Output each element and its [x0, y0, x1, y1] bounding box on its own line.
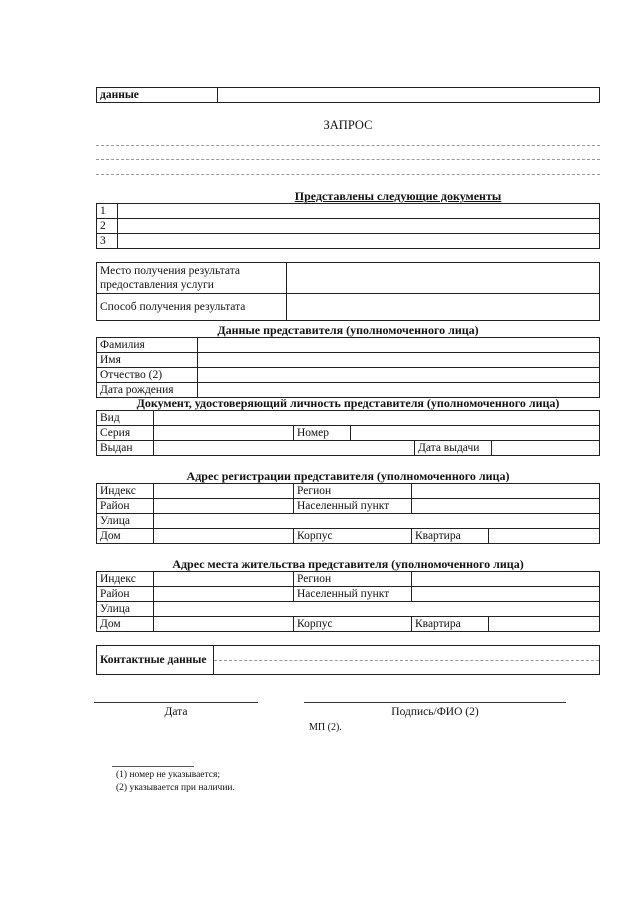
live-index-label: Индекс: [97, 572, 154, 587]
id-issue-date-field[interactable]: [492, 441, 600, 456]
representative-heading: Данные представителя (уполномоченного лица): [217, 323, 479, 337]
top-data-label: данные: [97, 88, 218, 103]
contacts-field[interactable]: [214, 646, 600, 675]
doc-row-field[interactable]: [118, 204, 600, 219]
reg-address-table: [96, 483, 600, 544]
live-house-field[interactable]: [154, 617, 294, 632]
request-line-3[interactable]: [96, 174, 600, 175]
rep-field-input[interactable]: [198, 368, 600, 383]
id-series-label: Серия: [97, 426, 154, 441]
reg-house-field[interactable]: [154, 529, 294, 544]
page-title: ЗАПРОС: [323, 118, 373, 132]
reg-street-label: Улица: [97, 514, 154, 529]
live-house-label: Дом: [97, 617, 154, 632]
live-district-label: Район: [97, 587, 154, 602]
id-document-table: [96, 410, 600, 456]
live-street-label: Улица: [97, 602, 154, 617]
result-table: [96, 262, 600, 321]
result-method-label: Способ получения результата: [97, 294, 287, 321]
representative-table: [96, 337, 600, 398]
id-number-label: Номер: [294, 426, 351, 441]
doc-row-number: 1: [97, 204, 118, 219]
live-locality-label: Населенный пункт: [294, 587, 412, 602]
reg-house-label: Дом: [97, 529, 154, 544]
reg-locality-field[interactable]: [412, 499, 600, 514]
rep-field-input[interactable]: [198, 353, 600, 368]
request-line-2[interactable]: [96, 159, 600, 160]
id-kind-field[interactable]: [154, 411, 600, 426]
contacts-table: [96, 645, 600, 675]
live-index-field[interactable]: [154, 572, 294, 587]
footnote-2: (2) указывается при наличии.: [116, 783, 235, 793]
contacts-divider: [214, 660, 599, 661]
rep-field-label: Дата рождения: [97, 383, 198, 398]
request-line-1[interactable]: [96, 145, 600, 146]
reg-street-field[interactable]: [154, 514, 600, 529]
result-method-field[interactable]: [287, 294, 600, 321]
doc-row-field[interactable]: [118, 234, 600, 249]
contacts-label: Контактные данные: [97, 646, 214, 675]
live-building-label: Корпус: [294, 617, 412, 632]
documents-heading: Представлены следующие документы: [294, 189, 502, 203]
live-apartment-field[interactable]: [489, 617, 600, 632]
reg-apartment-label: Квартира: [412, 529, 489, 544]
rep-field-input[interactable]: [198, 338, 600, 353]
footnote-1: (1) номер не указывается;: [116, 770, 220, 780]
reg-district-label: Район: [97, 499, 154, 514]
live-district-field[interactable]: [154, 587, 294, 602]
live-address-heading: Адрес места жительства представителя (уполномоченного лица): [172, 557, 524, 571]
date-line[interactable]: [94, 702, 258, 703]
live-street-field[interactable]: [154, 602, 600, 617]
reg-region-label: Регион: [294, 484, 412, 499]
id-document-heading: Документ, удостоверяющий личность представителя (уполномоченного лица): [136, 396, 560, 410]
id-issued-label: Выдан: [97, 441, 154, 456]
top-data-field[interactable]: [218, 88, 600, 103]
reg-region-field[interactable]: [412, 484, 600, 499]
doc-row-field[interactable]: [118, 219, 600, 234]
result-place-label: Место получения результата предоставления услуги: [97, 263, 287, 294]
rep-field-label: Фамилия: [97, 338, 198, 353]
live-address-table: [96, 571, 600, 632]
signature-line[interactable]: [304, 702, 566, 703]
doc-row-number: 2: [97, 219, 118, 234]
reg-address-heading: Адрес регистрации представителя (уполномоченного лица): [186, 469, 510, 483]
date-label: Дата: [164, 706, 188, 718]
reg-index-field[interactable]: [154, 484, 294, 499]
id-number-field[interactable]: [351, 426, 600, 441]
stamp-label: МП (2).: [309, 722, 342, 733]
doc-row-number: 3: [97, 234, 118, 249]
documents-table: [96, 203, 600, 249]
reg-district-field[interactable]: [154, 499, 294, 514]
reg-index-label: Индекс: [97, 484, 154, 499]
result-place-field[interactable]: [287, 263, 600, 294]
id-series-field[interactable]: [154, 426, 294, 441]
live-region-label: Регион: [294, 572, 412, 587]
id-issued-field[interactable]: [154, 441, 415, 456]
live-region-field[interactable]: [412, 572, 600, 587]
id-kind-label: Вид: [97, 411, 154, 426]
rep-field-label: Имя: [97, 353, 198, 368]
footnote-separator: [112, 766, 194, 767]
reg-apartment-field[interactable]: [489, 529, 600, 544]
id-issue-date-label: Дата выдачи: [415, 441, 492, 456]
signature-label: Подпись/ФИО (2): [391, 706, 479, 718]
live-apartment-label: Квартира: [412, 617, 489, 632]
reg-building-label: Корпус: [294, 529, 412, 544]
top-data-row: [96, 87, 600, 103]
rep-field-label: Отчество (2): [97, 368, 198, 383]
reg-locality-label: Населенный пункт: [294, 499, 412, 514]
live-locality-field[interactable]: [412, 587, 600, 602]
